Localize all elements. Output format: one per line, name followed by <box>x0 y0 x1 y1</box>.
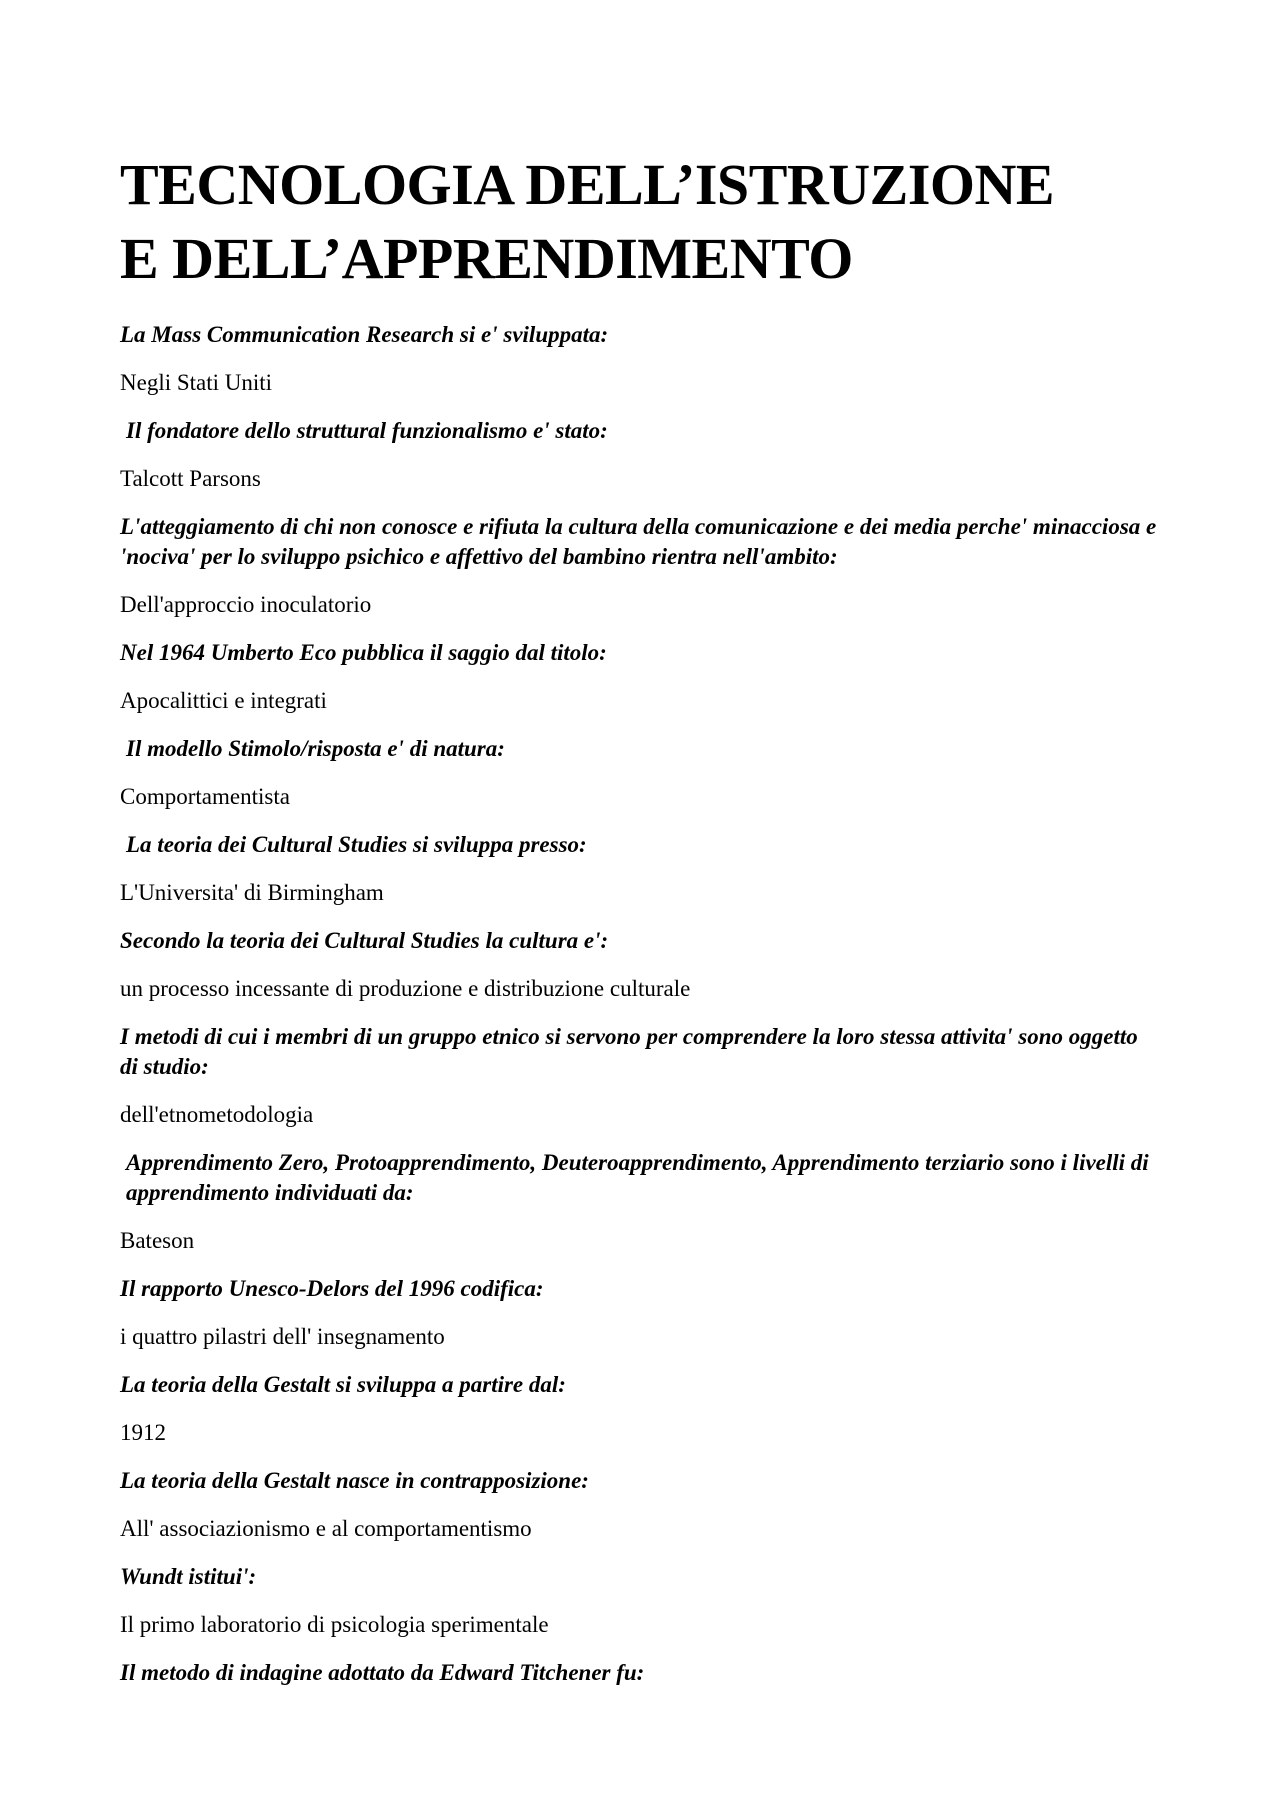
document-page <box>120 148 1160 1706</box>
question-text: La Mass Communication Research si e' sviluppata: <box>120 322 609 347</box>
question-text: Wundt istitui': <box>120 1564 257 1589</box>
question-text: Il rapporto Unesco-Delors del 1996 codifica: <box>120 1276 544 1301</box>
title-line-2: E DELL’APPRENDIMENTO <box>120 226 853 291</box>
question-text: La teoria dei Cultural Studies si sviluppa presso: <box>126 832 587 857</box>
question-text: La teoria della Gestalt nasce in contrapposizione: <box>120 1468 589 1493</box>
question-text: L'atteggiamento di chi non conosce e rifiuta la cultura della comunicazione e dei media perche' minacciosa e 'nociva' per lo sviluppo psichico e affettivo del bambino rientra nell'ambito: <box>120 514 1157 569</box>
answer-text: i quattro pilastri dell' insegnamento <box>120 1324 445 1349</box>
qa-list <box>120 320 1160 1688</box>
question-text: Il modello Stimolo/risposta e' di natura: <box>126 736 505 761</box>
question-text: Nel 1964 Umberto Eco pubblica il saggio dal titolo: <box>120 640 607 665</box>
answer-text: All' associazionismo e al comportamentismo <box>120 1516 532 1541</box>
question-text: I metodi di cui i membri di un gruppo etnico si servono per comprendere la loro stessa attivita' sono oggetto di studio: <box>120 1024 1138 1079</box>
question-text: Secondo la teoria dei Cultural Studies la cultura e': <box>120 928 609 953</box>
question-text: Il fondatore dello struttural funzionalismo e' stato: <box>126 418 608 443</box>
answer-text: Il primo laboratorio di psicologia sperimentale <box>120 1612 549 1637</box>
answer-text: Comportamentista <box>120 784 290 809</box>
answer-text: Dell'approccio inoculatorio <box>120 592 372 617</box>
question-text: Il metodo di indagine adottato da Edward Titchener fu: <box>120 1660 645 1685</box>
title-line-1: TECNOLOGIA DELL’ISTRUZIONE <box>120 152 1055 217</box>
answer-text: un processo incessante di produzione e distribuzione culturale <box>120 976 691 1001</box>
answer-text: Talcott Parsons <box>120 466 261 491</box>
answer-text: Negli Stati Uniti <box>120 370 273 395</box>
question-text: Apprendimento Zero, Protoapprendimento, Deuteroapprendimento, Apprendimento terziario sono i livelli di apprendimento individuati da: <box>126 1150 1149 1205</box>
answer-text: Bateson <box>120 1228 195 1253</box>
document-title <box>120 148 1160 296</box>
answer-text: 1912 <box>120 1420 166 1445</box>
answer-text: Apocalittici e integrati <box>120 688 327 713</box>
answer-text: dell'etnometodologia <box>120 1102 314 1127</box>
question-text: La teoria della Gestalt si sviluppa a partire dal: <box>120 1372 566 1397</box>
answer-text: L'Universita' di Birmingham <box>120 880 384 905</box>
